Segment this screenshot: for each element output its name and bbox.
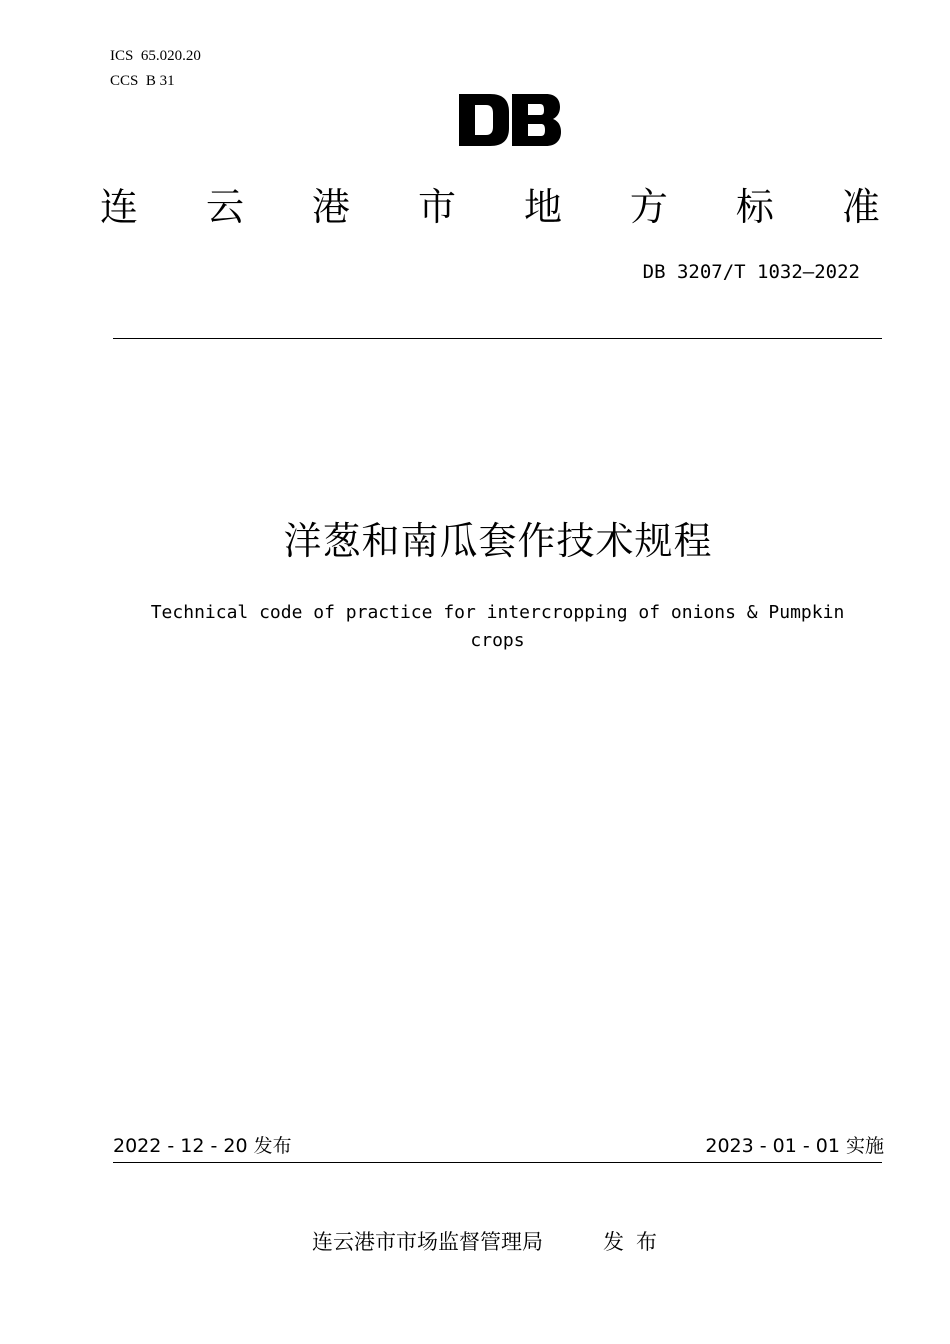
document-title-chinese: 洋葱和南瓜套作技术规程 <box>283 519 713 563</box>
ics-code: ICS 65.020.20 <box>110 48 201 64</box>
standard-type-char: 云 <box>205 185 244 229</box>
ccs-code: CCS B 31 <box>110 73 175 89</box>
standard-type-char: 市 <box>417 185 456 229</box>
publish-label: 发布 <box>603 1230 669 1254</box>
standard-type-heading <box>100 184 880 230</box>
standard-type-char: 地 <box>523 185 562 229</box>
standard-type-char: 准 <box>841 185 880 229</box>
standard-code: DB 3207/T 1032—2022 <box>642 261 860 283</box>
document-title-english: Technical code of practice for intercropping of onions & Pumpkin crops <box>150 602 845 651</box>
top-divider <box>113 338 882 339</box>
db-logo-icon <box>459 94 561 146</box>
publisher-name: 连云港市市场监督管理局 <box>312 1230 543 1254</box>
standard-type-char: 连 <box>100 185 139 229</box>
implementation-date: 2023 - 01 - 01 实施 <box>705 1135 884 1157</box>
bottom-divider <box>113 1162 882 1163</box>
standard-type-char: 港 <box>311 185 350 229</box>
issue-date: 2022 - 12 - 20 发布 <box>113 1135 292 1157</box>
standard-type-char: 方 <box>629 185 668 229</box>
standard-type-char: 标 <box>735 185 774 229</box>
